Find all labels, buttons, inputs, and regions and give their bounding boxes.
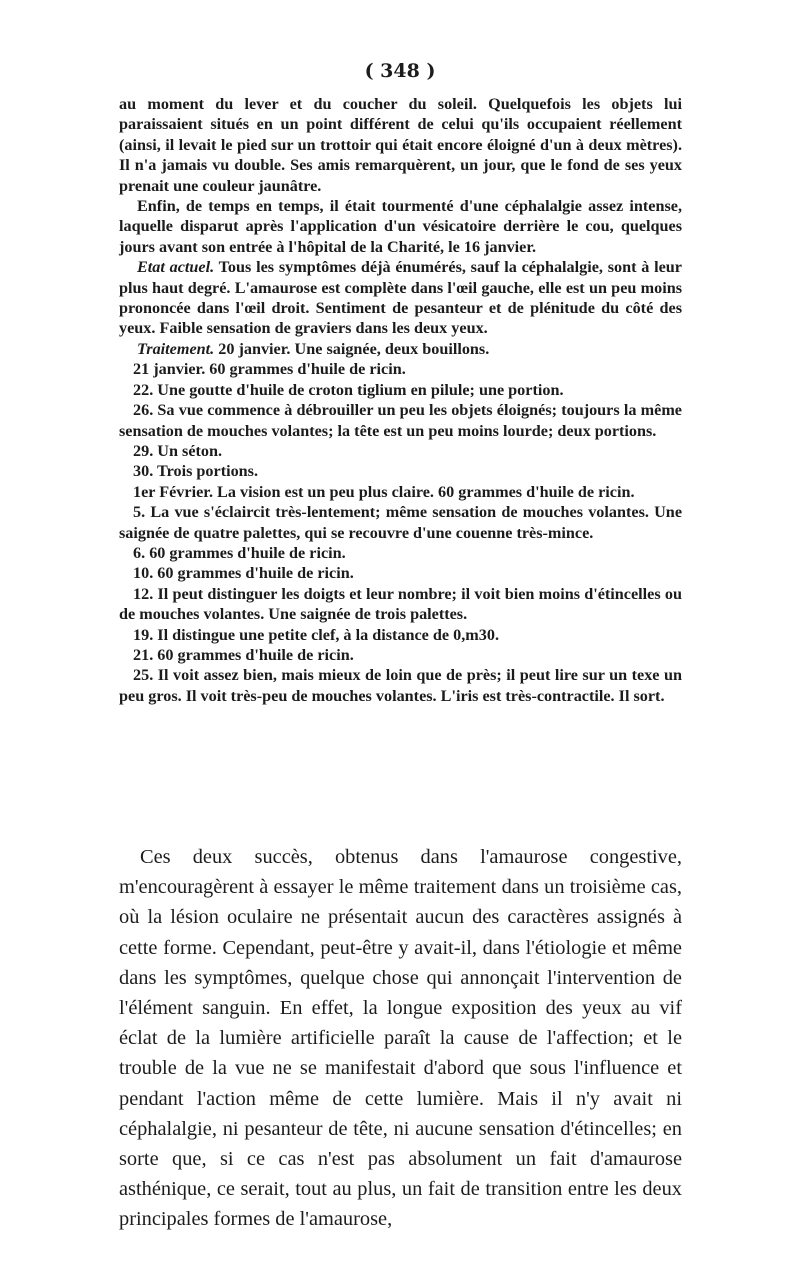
treatment-entry: 19. Il distingue une petite clef, à la distance de 0,m30.: [133, 625, 500, 644]
paragraph: Ces deux succès, obtenus dans l'amaurose congestive, m'encouragèrent à essayer le même traitement dans un troisième cas, où la lésion oculaire ne présentait aucun des caractères assignés à cette forme. Cependant, peut-être y avait-il, dans l'étiologie et même dans les symptômes, quelque chose qui annonçait l'intervention de l'élément sanguin. En effet, la longue exposition des yeux au vif éclat de la lumière artificielle paraît la cause de l'affection; et le trouble de la vue ne se manifestait d'abord que sous l'influence et pendant l'action même de cette lumière. Mais il n'y avait ni céphalalgie, ni pesanteur de tête, ni aucune sensation d'étincelles; en sorte que, si ce cas n'est pas absolument un fait d'amaurose asthénique, ce serait, tout au plus, un fait de transition entre les deux principales formes de l'amaurose,: [119, 846, 682, 1231]
treatment-entry: 22. Une goutte d'huile de croton tiglium en pilule; une portion.: [133, 380, 564, 399]
traitement-paragraph: [119, 339, 682, 359]
page-number: ( 348 ): [364, 60, 436, 82]
treatment-entry: 26. Sa vue commence à débrouiller un peu les objets éloignés; toujours la même sensation de mouches volantes; la tête est un peu moins lourde; deux portions.: [119, 401, 682, 440]
treatment-entry: 21 janvier. 60 grammes d'huile de ricin.: [133, 360, 406, 379]
treatment-entry: 21. 60 grammes d'huile de ricin.: [133, 645, 354, 664]
traitement-text: 20 janvier. Une saignée, deux bouillons.: [214, 339, 490, 358]
treatment-entry: 29. Un séton.: [133, 441, 223, 460]
treatment-entry: 25. Il voit assez bien, mais mieux de loin que de près; il peut lire sur un texe un peu gros. Il voit très-peu de mouches volantes. L'iris est très-contractile. Il sort.: [119, 666, 682, 705]
etat-actuel-paragraph: [119, 257, 682, 339]
discussion-text: [119, 842, 682, 1235]
treatment-entry: 6. 60 grammes d'huile de ricin.: [133, 543, 346, 562]
paragraph: au moment du lever et du coucher du soleil. Quelquefois les objets lui paraissaient situés en un point différent de celui qu'ils occupaient réellement (ainsi, il levait le pied sur un trottoir qui était encore éloigné d'un à deux mètres). Il n'a jamais vu double. Ses amis remarquèrent, un jour, que le fond de ses yeux prenait une couleur jaunâtre.: [119, 95, 682, 195]
treatment-entry: 5. La vue s'éclaircit très-lentement; même sensation de mouches volantes. Une saignée de quatre palettes, qui se recouvre d'une couenne très-mince.: [119, 503, 682, 542]
treatment-entry: 30. Trois portions.: [133, 462, 259, 481]
traitement-heading: Traitement.: [137, 339, 215, 358]
treatment-entry: 1er Février. La vision est un peu plus claire. 60 grammes d'huile de ricin.: [133, 482, 635, 501]
treatment-entry: 12. Il peut distinguer les doigts et leur nombre; il voit bien moins d'étincelles ou de mouches volantes. Une saignée de trois palettes.: [119, 584, 682, 624]
etat-actuel-text: Tous les symptômes déjà énumérés, sauf la céphalalgie, sont à leur plus haut degré. L'amaurose est complète dans l'œil gauche, elle est un peu moins prononcée dans l'œil droit. Sentiment de pesanteur et de plénitude du côté des yeux. Faible sensation de graviers dans les deux yeux.: [119, 258, 682, 338]
paragraph: Enfin, de temps en temps, il était tourmenté d'une céphalalgie assez intense, laquelle disparut après l'application d'un vésicatoire derrière le cou, quelques jours avant son entrée à l'hôpital de la Charité, le 16 janvier.: [119, 197, 682, 256]
case-notes: [119, 94, 682, 706]
etat-actuel-heading: Etat actuel.: [137, 258, 215, 277]
treatment-entry: 10. 60 grammes d'huile de ricin.: [133, 564, 354, 583]
